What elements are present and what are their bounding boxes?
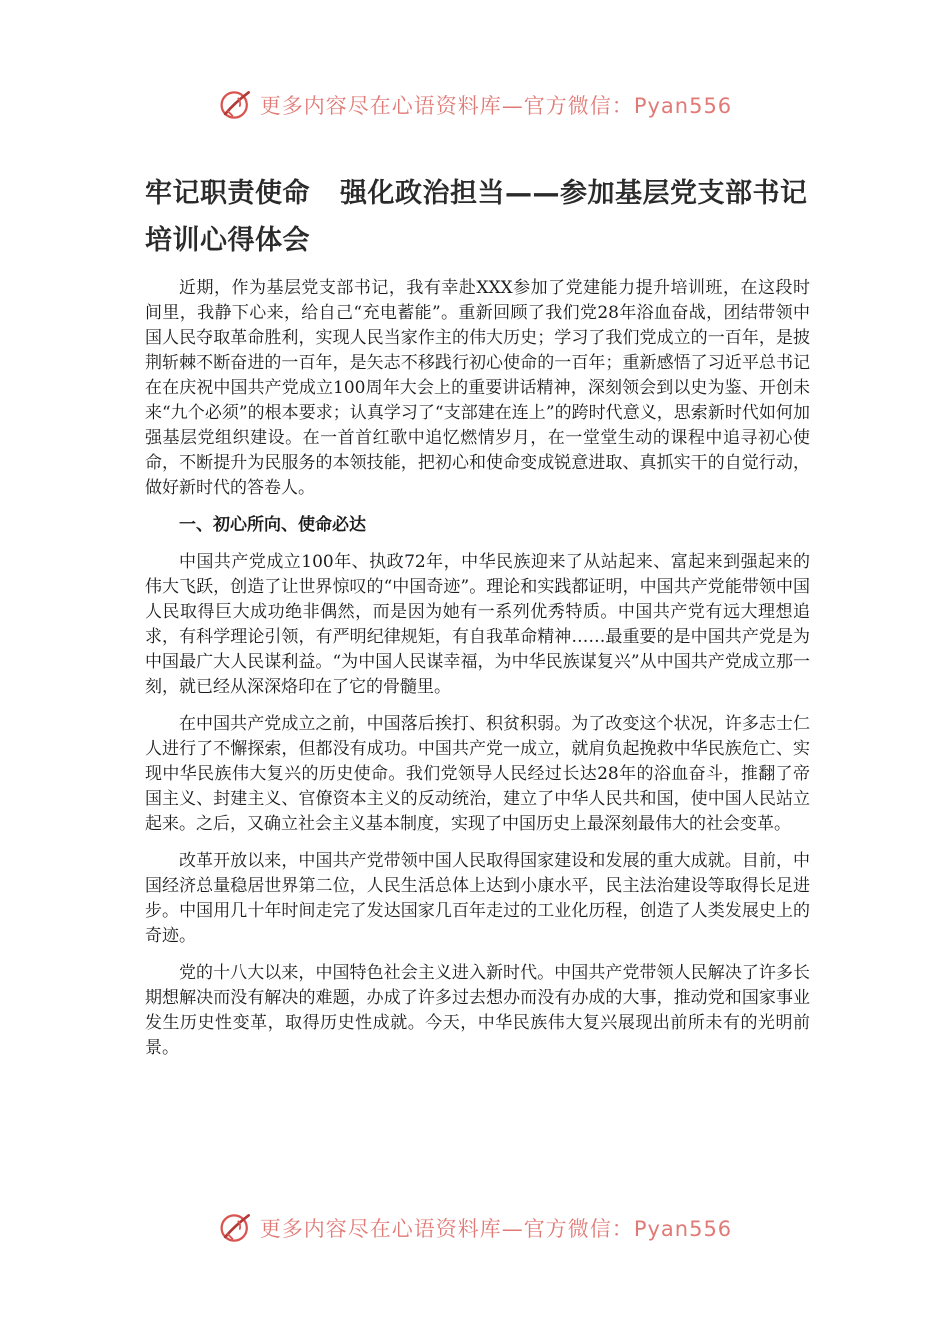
document-body: [145, 170, 810, 1073]
section1-paragraph-2: 在中国共产党成立之前，中国落后挨打、积贫积弱。为了改变这个状况，许多志士仁人进行了不懈探索，但都没有成功。中国共产党一成立，就肩负起挽救中华民族危亡、实现中华民族伟大复兴的历史使命。我们党领导人民经过长达28年的浴血奋斗，推翻了帝国主义、封建主义、官僚资本主义的反动统治，建立了中华人民共和国，使中国人民站立起来。之后，又确立社会主义基本制度，实现了中国历史上最深刻最伟大的社会变革。: [145, 714, 810, 834]
brush-logo-icon: [218, 1210, 254, 1246]
intro-paragraph: 近期，作为基层党支部书记，我有幸赴XXX参加了党建能力提升培训班，在这段时间里，我静下心来，给自己“充电蓄能”。重新回顾了我们党28年浴血奋战，团结带领中国人民夺取革命胜利，实现人民当家作主的伟大历史；学习了我们党成立的一百年，是披荆斩棘不断奋进的一百年，是矢志不移践行初心使命的一百年；重新感悟了习近平总书记在在庆祝中国共产党成立100周年大会上的重要讲话精神，深刻领会到以史为鉴、开创未来“九个必须”的根本要求；认真学习了“支部建在连上”的跨时代意义，思索新时代如何加强基层党组织建设。在一首首红歌中追忆燃情岁月，在一堂堂生动的课程中追寻初心使命，不断提升为民服务的本领技能，把初心和使命变成锐意进取、真抓实干的自觉行动，做好新时代的答卷人。: [145, 278, 810, 498]
brush-logo-icon: [218, 87, 254, 123]
section1-paragraph-4: 党的十八大以来，中国特色社会主义进入新时代。中国共产党带领人民解决了许多长期想解决而没有解决的难题，办成了许多过去想办而没有办成的大事，推动党和国家事业发生历史性变革，取得历史性成就。今天，中华民族伟大复兴展现出前所未有的光明前景。: [145, 963, 810, 1058]
section1-paragraph-1: 中国共产党成立100年、执政72年，中华民族迎来了从站起来、富起来到强起来的伟大飞跃，创造了让世界惊叹的“中国奇迹”。理论和实践都证明，中国共产党能带领中国人民取得巨大成功绝非偶然，而是因为她有一系列优秀特质。中国共产党有远大理想追求，有科学理论引领，有严明纪律规矩，有自我革命精神……最重要的是中国共产党是为中国最广大人民谋利益。“为中国人民谋幸福，为中华民族谋复兴”从中国共产党成立那一刻，就已经从深深烙印在了它的骨髓里。: [145, 552, 810, 697]
watermark-text: 更多内容尽在心语资料库—官方微信：Pyan556: [259, 94, 733, 118]
document-title: 牢记职责使命 强化政治担当——参加基层党支部书记培训心得体会: [145, 178, 808, 256]
header-watermark: [0, 80, 950, 130]
section-heading-1: 一、初心所向、使命必达: [179, 515, 366, 535]
watermark-text: 更多内容尽在心语资料库—官方微信：Pyan556: [259, 1217, 733, 1241]
footer-watermark: [0, 1203, 950, 1253]
section1-paragraph-3: 改革开放以来，中国共产党带领中国人民取得国家建设和发展的重大成就。目前，中国经济总量稳居世界第二位，人民生活总体上达到小康水平，民主法治建设等取得长足进步。中国用几十年时间走完了发达国家几百年走过的工业化历程，创造了人类发展史上的奇迹。: [145, 851, 810, 946]
